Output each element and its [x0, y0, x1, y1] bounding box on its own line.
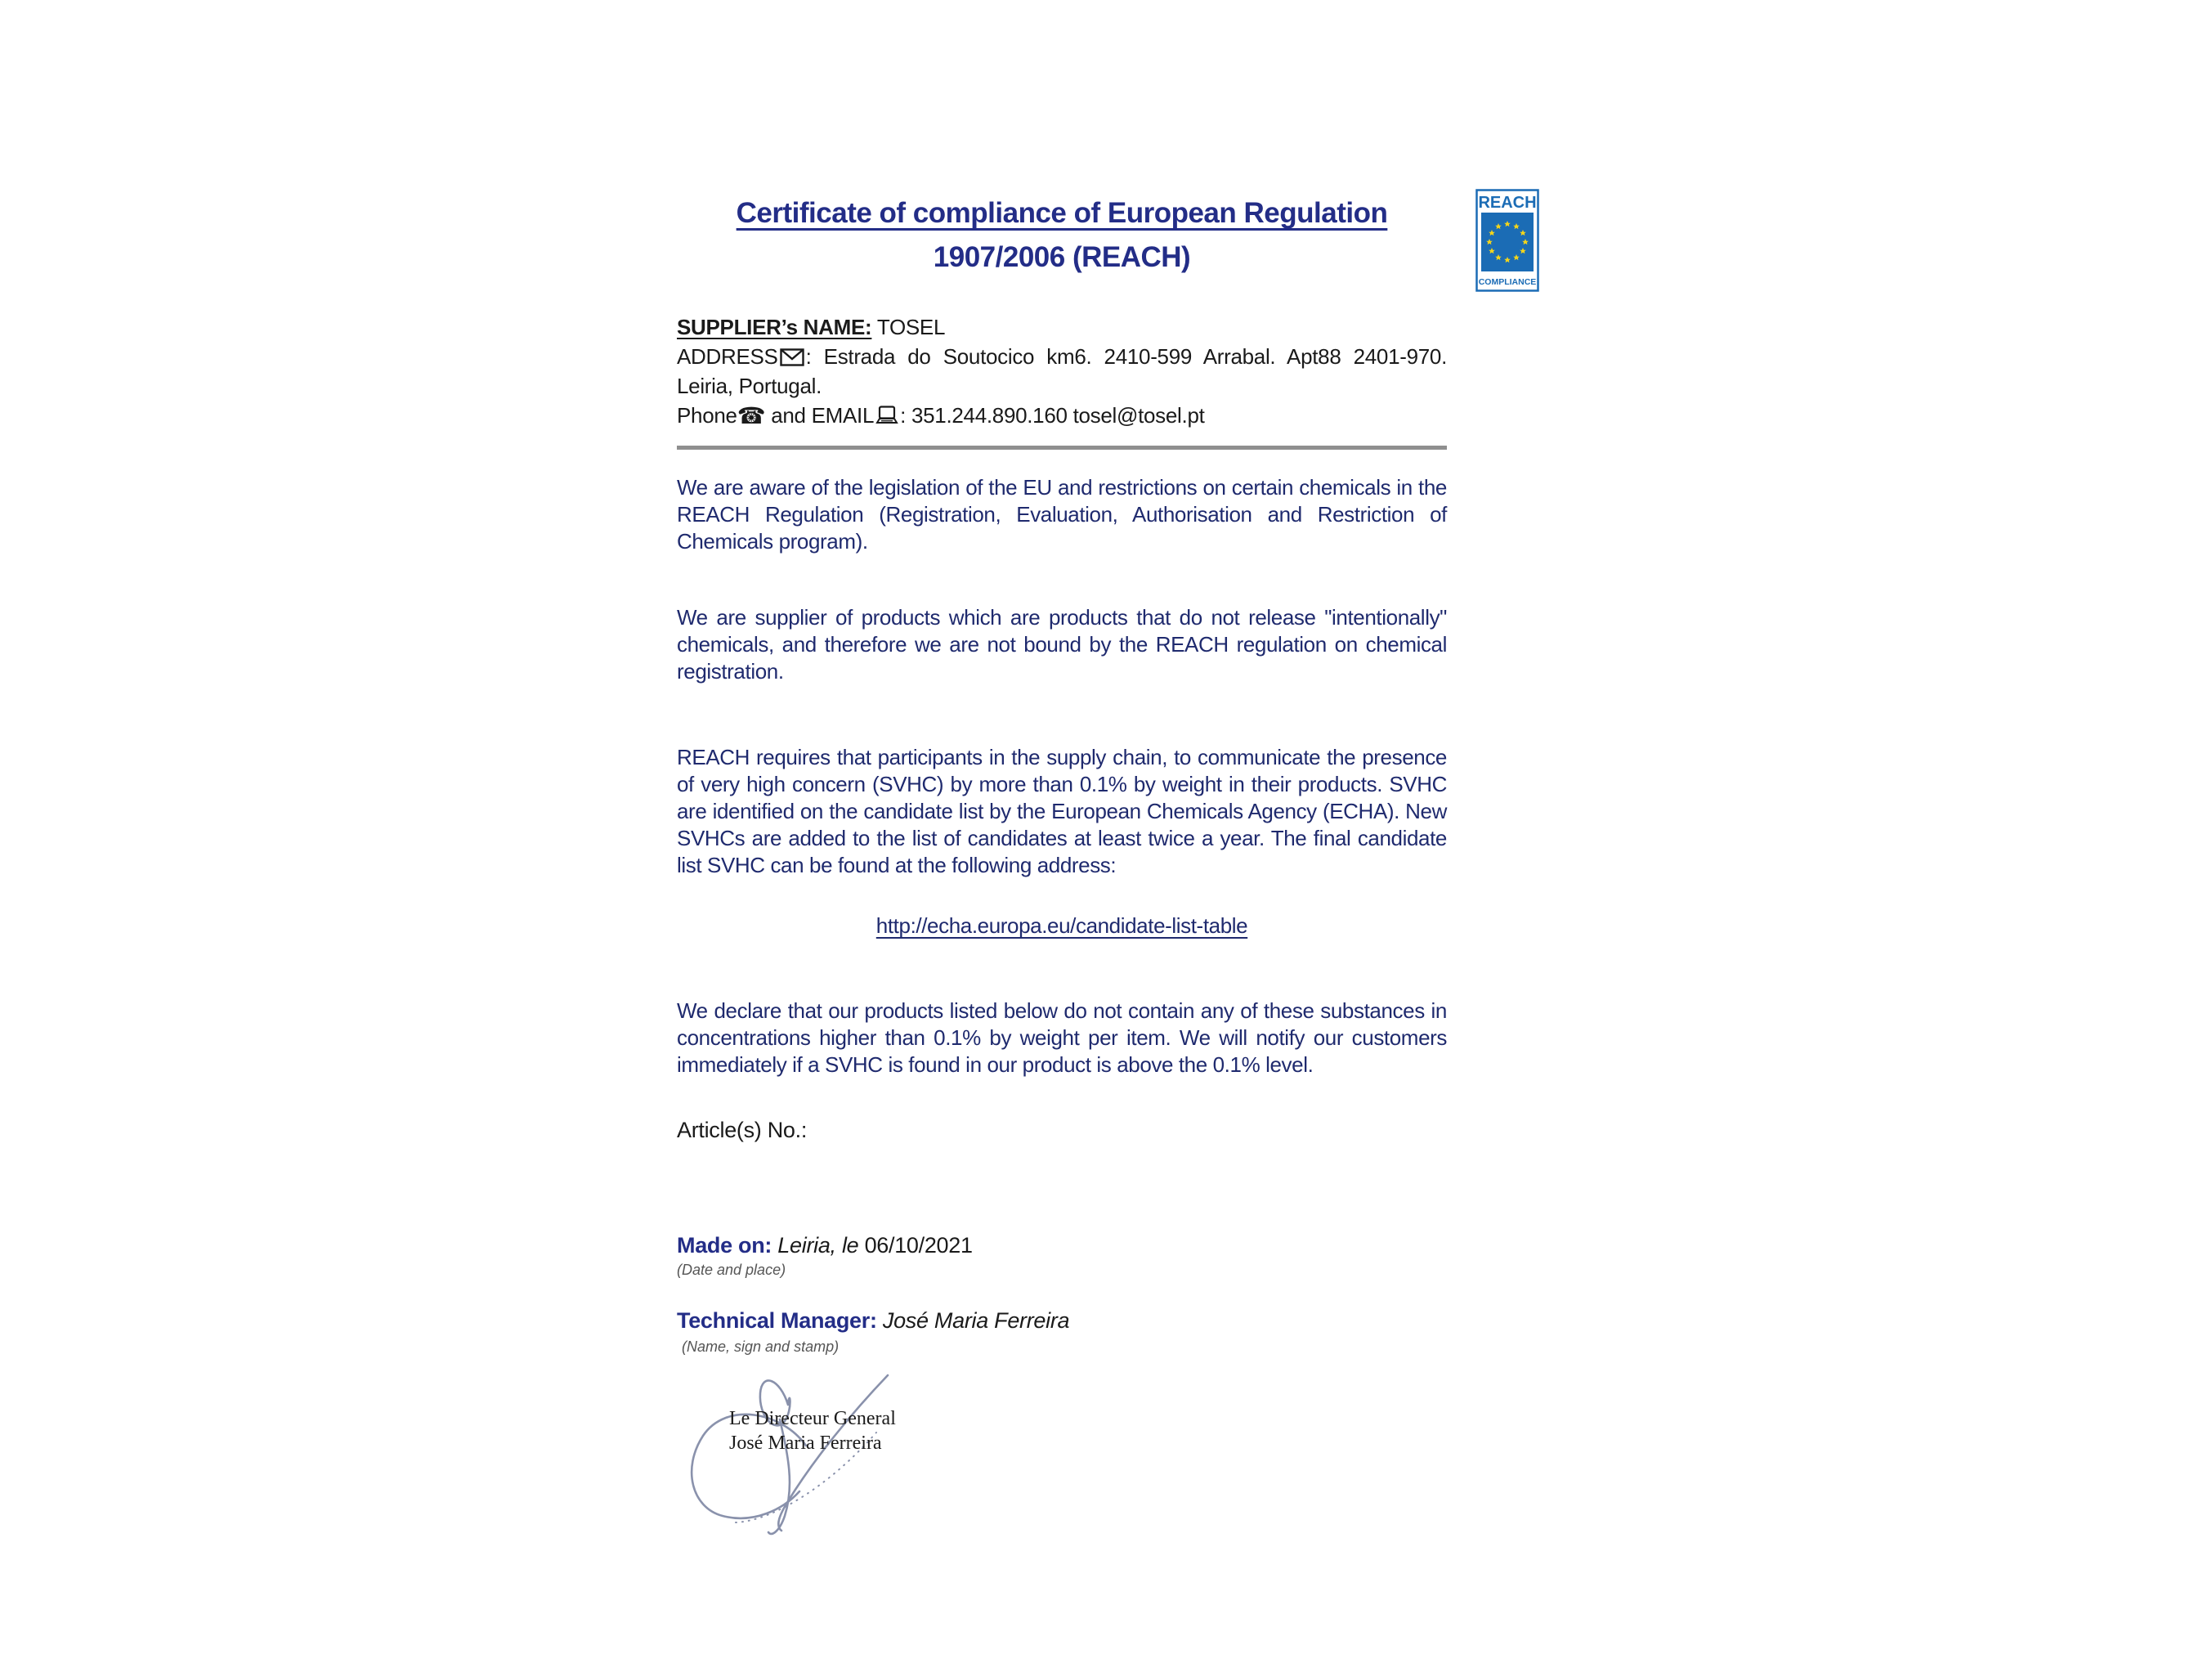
signature-scribble	[683, 1370, 945, 1542]
address-line	[677, 344, 1447, 398]
paragraph-declaration: We declare that our products listed below do not contain any of these substances in concentrations higher than 0.1% by weight per item. We will notify our customers immediately if a SVHC is found in our product is above the 0.1% level.	[677, 998, 1447, 1077]
supplier-name-label: SUPPLIER’s NAME:	[677, 315, 872, 339]
supplier-block	[677, 312, 1447, 431]
title-line-2: 1907/2006 (REACH)	[933, 241, 1191, 273]
address-value: : Estrada do Soutocico km6. 2410-599 Arrabal. Apt88 2401-970. Leiria, Portugal.	[677, 344, 1447, 398]
envelope-icon	[780, 348, 804, 366]
logo-compliance-text: COMPLIANCE	[1478, 277, 1537, 287]
made-on-label: Made on:	[677, 1233, 772, 1258]
paragraph-awareness: We are aware of the legislation of the EU and restrictions on certain chemicals in the REACH Regulation (Registration, Evaluation, Authorisation and Restriction of Chemicals program).	[677, 475, 1447, 554]
document-body	[677, 191, 1447, 1542]
reach-compliance-logo	[1475, 189, 1539, 292]
candidate-list-link-line	[677, 913, 1447, 939]
signature-block	[683, 1370, 945, 1542]
telephone-icon: ☎	[737, 403, 766, 428]
supplier-name-line	[677, 312, 1447, 342]
title-line-1: Certificate of compliance of European Regulation	[736, 197, 1388, 229]
phone-label: Phone	[677, 403, 737, 428]
supplier-name-value: TOSEL	[871, 315, 946, 339]
logo-reach-text: REACH	[1478, 194, 1537, 212]
signature-text	[729, 1406, 896, 1455]
horizontal-divider	[677, 446, 1447, 450]
name-sign-stamp-caption: (Name, sign and stamp)	[682, 1338, 840, 1355]
address-label: ADDRESS	[677, 344, 778, 369]
date-place-caption: (Date and place)	[677, 1262, 786, 1278]
candidate-list-link[interactable]: http://echa.europa.eu/candidate-list-table	[875, 913, 1248, 938]
technical-manager-line	[677, 1308, 1447, 1334]
made-on-line	[677, 1233, 1447, 1258]
made-on-place: Leiria, le	[772, 1233, 859, 1258]
contact-value: : 351.244.890.160 tosel@tosel.pt	[900, 403, 1205, 428]
signature-title: Le Directeur General	[729, 1408, 896, 1429]
technical-manager-label: Technical Manager:	[677, 1308, 877, 1333]
and-email-label: and EMAIL	[765, 403, 875, 428]
computer-icon	[875, 406, 898, 425]
paragraph-svhc-requirement: REACH requires that participants in the supply chain, to communicate the presence of very high concern (SVHC) by more than 0.1% by weight in their products. SVHC are identified on the candidate list by the European Chemicals Agency (ECHA). New SVHCs are added to the list of candidates at least twice a year. The final candidate list SVHC can be found at the following address:	[677, 745, 1447, 877]
articles-label: Article(s) No.:	[677, 1118, 808, 1142]
technical-manager-name: José Maria Ferreira	[876, 1308, 1070, 1333]
page-title	[677, 191, 1447, 280]
contact-line	[677, 401, 1447, 431]
paragraph-supplier-statement: We are supplier of products which are products that do not release "intentionally" chemicals, and therefore we are not bound by the REACH regulation on chemical registration.	[677, 605, 1447, 684]
made-on-date: 06/10/2021	[858, 1233, 973, 1258]
signature-name: José Maria Ferreira	[729, 1433, 882, 1454]
